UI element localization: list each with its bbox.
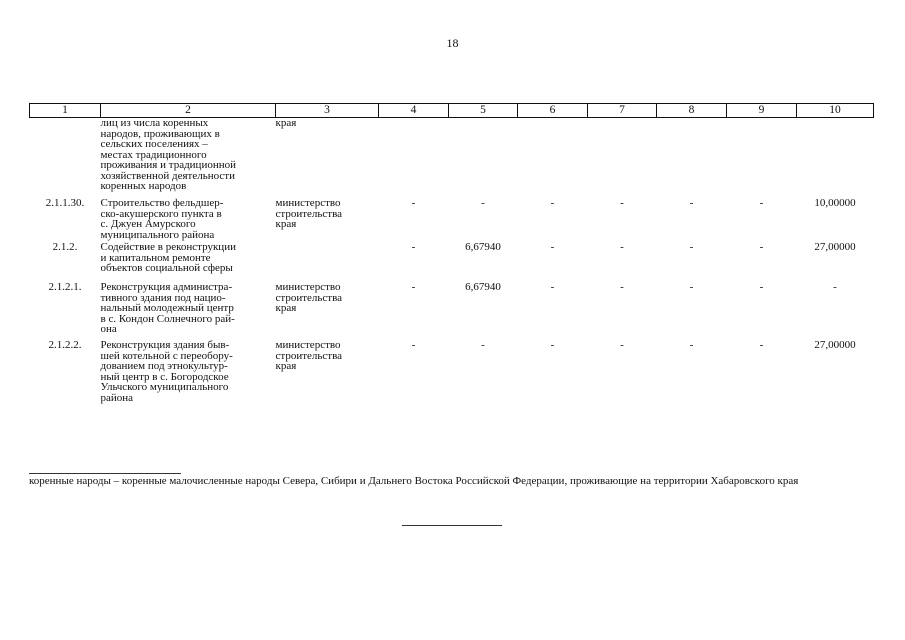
row-number: 2.1.2.2. — [48, 339, 82, 351]
row-value-4: - — [411, 281, 416, 293]
row-name-line: дованием под этнокультур- — [100, 360, 228, 372]
row-name-line: района — [100, 391, 134, 404]
row-name-line: лиц из числа коренных — [100, 117, 209, 129]
row-value-6: - — [550, 339, 555, 351]
row-value-4 — [379, 118, 449, 199]
row-value-8: - — [689, 241, 694, 253]
row-executor-line: министерство — [275, 339, 341, 351]
page-number: 18 — [446, 36, 459, 50]
row-executor-line: строительства — [275, 291, 343, 304]
row-value-10: - — [833, 281, 837, 293]
footnote-divider — [29, 473, 181, 474]
row-value-7: - — [620, 241, 624, 253]
row-name-line: муниципального района — [100, 228, 215, 241]
row-executor-line: министерство — [275, 281, 341, 293]
row-value-6 — [518, 118, 588, 199]
row-value-4: - — [411, 197, 416, 209]
row-name-line: народов, проживающих в — [100, 127, 220, 140]
row-name-line: Строительство фельдшер- — [100, 197, 224, 209]
row-name-line: Реконструкция здания быв- — [100, 339, 230, 351]
row-value-5: 6,67940 — [465, 281, 501, 293]
row-executor — [276, 118, 379, 199]
row-value-9: - — [759, 339, 764, 351]
row-executor — [276, 340, 379, 410]
row-name-line: ско-акушерского пункта в — [100, 207, 222, 220]
row-name-line: нальный молодежный центр — [100, 302, 234, 314]
row-value-5 — [449, 118, 518, 199]
row-name-line: местах традиционного — [100, 148, 207, 161]
row-value-6: - — [550, 241, 555, 253]
col-header-5: 5 — [449, 104, 518, 118]
col-header-9: 9 — [727, 104, 797, 118]
row-value-8 — [657, 118, 727, 199]
row-value-10: 27,00000 — [814, 241, 856, 253]
row-name-line: сельских поселениях – — [100, 138, 208, 150]
row-value-10: 10,00000 — [814, 197, 856, 209]
col-header-1: 1 — [30, 104, 101, 118]
row-executor — [276, 242, 379, 282]
row-executor-line: строительства — [275, 349, 343, 362]
row-name-line: Реконструкция администра- — [100, 281, 233, 293]
col-header-4: 4 — [379, 104, 449, 118]
row-name-line: ный центр в с. Богородское — [100, 370, 229, 383]
row-name-line: проживания и традиционной — [100, 159, 236, 171]
row-value-4: - — [411, 339, 416, 351]
row-name-line: и капитальном ремонте — [100, 251, 211, 264]
col-header-3: 3 — [276, 104, 379, 118]
row-value-9 — [727, 118, 797, 199]
row-value-6: - — [550, 197, 555, 209]
end-divider — [402, 525, 502, 526]
col-header-8: 8 — [657, 104, 727, 118]
row-name-line: коренных народов — [100, 180, 187, 192]
table-row — [30, 340, 874, 410]
row-value-5: - — [481, 197, 485, 209]
header-row — [30, 104, 874, 118]
row-executor-line: края — [275, 360, 297, 372]
row-name-line: с. Джуен Амурского — [100, 218, 196, 230]
row-executor-line: строительства — [275, 207, 343, 220]
row-value-7: - — [620, 281, 624, 293]
row-number: 2.1.2.1. — [48, 281, 82, 293]
row-executor-line: края — [275, 117, 297, 129]
row-name-line: в с. Кондон Солнечного рай- — [100, 312, 235, 325]
footnote-text: коренные народы – коренные малочисленные народы Севера, Сибири и Дальнего Востока Российской Федерации, проживающие на территории Хабаровского края — [29, 475, 799, 487]
row-value-9: - — [759, 241, 764, 253]
col-header-10: 10 — [797, 104, 874, 118]
row-name — [101, 340, 276, 410]
row-name-line: шей котельной с переобору- — [100, 349, 233, 362]
row-value-9: - — [759, 197, 764, 209]
row-name — [101, 282, 276, 340]
row-value-4: - — [411, 241, 416, 253]
row-value-8: - — [689, 281, 694, 293]
row-name-line: тивного здания под нацио- — [100, 291, 226, 304]
row-name — [101, 242, 276, 282]
row-name-line: Содействие в реконструкции — [100, 241, 236, 253]
col-header-6: 6 — [518, 104, 588, 118]
row-number: 2.1.2. — [52, 241, 78, 253]
table-row — [30, 242, 874, 282]
row-executor — [276, 282, 379, 340]
row-name — [101, 118, 276, 199]
row-executor — [276, 198, 379, 242]
row-name-line: Ульчского муниципального — [100, 381, 229, 393]
row-name — [101, 198, 276, 242]
row-name-line: хозяйственной деятельности — [100, 169, 235, 182]
row-value-7 — [588, 118, 657, 199]
row-value-10 — [797, 118, 874, 199]
table-row — [30, 118, 874, 199]
row-value-8: - — [689, 197, 694, 209]
row-executor-line: края — [275, 218, 297, 230]
row-value-7: - — [620, 197, 624, 209]
row-value-5: 6,67940 — [465, 241, 501, 253]
row-value-5: - — [481, 339, 485, 351]
table-row — [30, 198, 874, 242]
row-name-line: она — [100, 323, 117, 335]
row-value-9: - — [759, 281, 764, 293]
row-value-10: 27,00000 — [814, 339, 856, 351]
row-value-7: - — [620, 339, 624, 351]
row-executor-line: министерство — [275, 197, 341, 209]
col-header-7: 7 — [588, 104, 657, 118]
row-number — [30, 118, 101, 199]
row-value-8: - — [689, 339, 694, 351]
row-number: 2.1.1.30. — [45, 197, 85, 209]
program-table — [29, 103, 874, 410]
table-row — [30, 282, 874, 340]
row-executor-line: края — [275, 302, 297, 314]
row-value-6: - — [550, 281, 555, 293]
row-name-line: объектов социальной сферы — [100, 262, 233, 274]
col-header-2: 2 — [101, 104, 276, 118]
